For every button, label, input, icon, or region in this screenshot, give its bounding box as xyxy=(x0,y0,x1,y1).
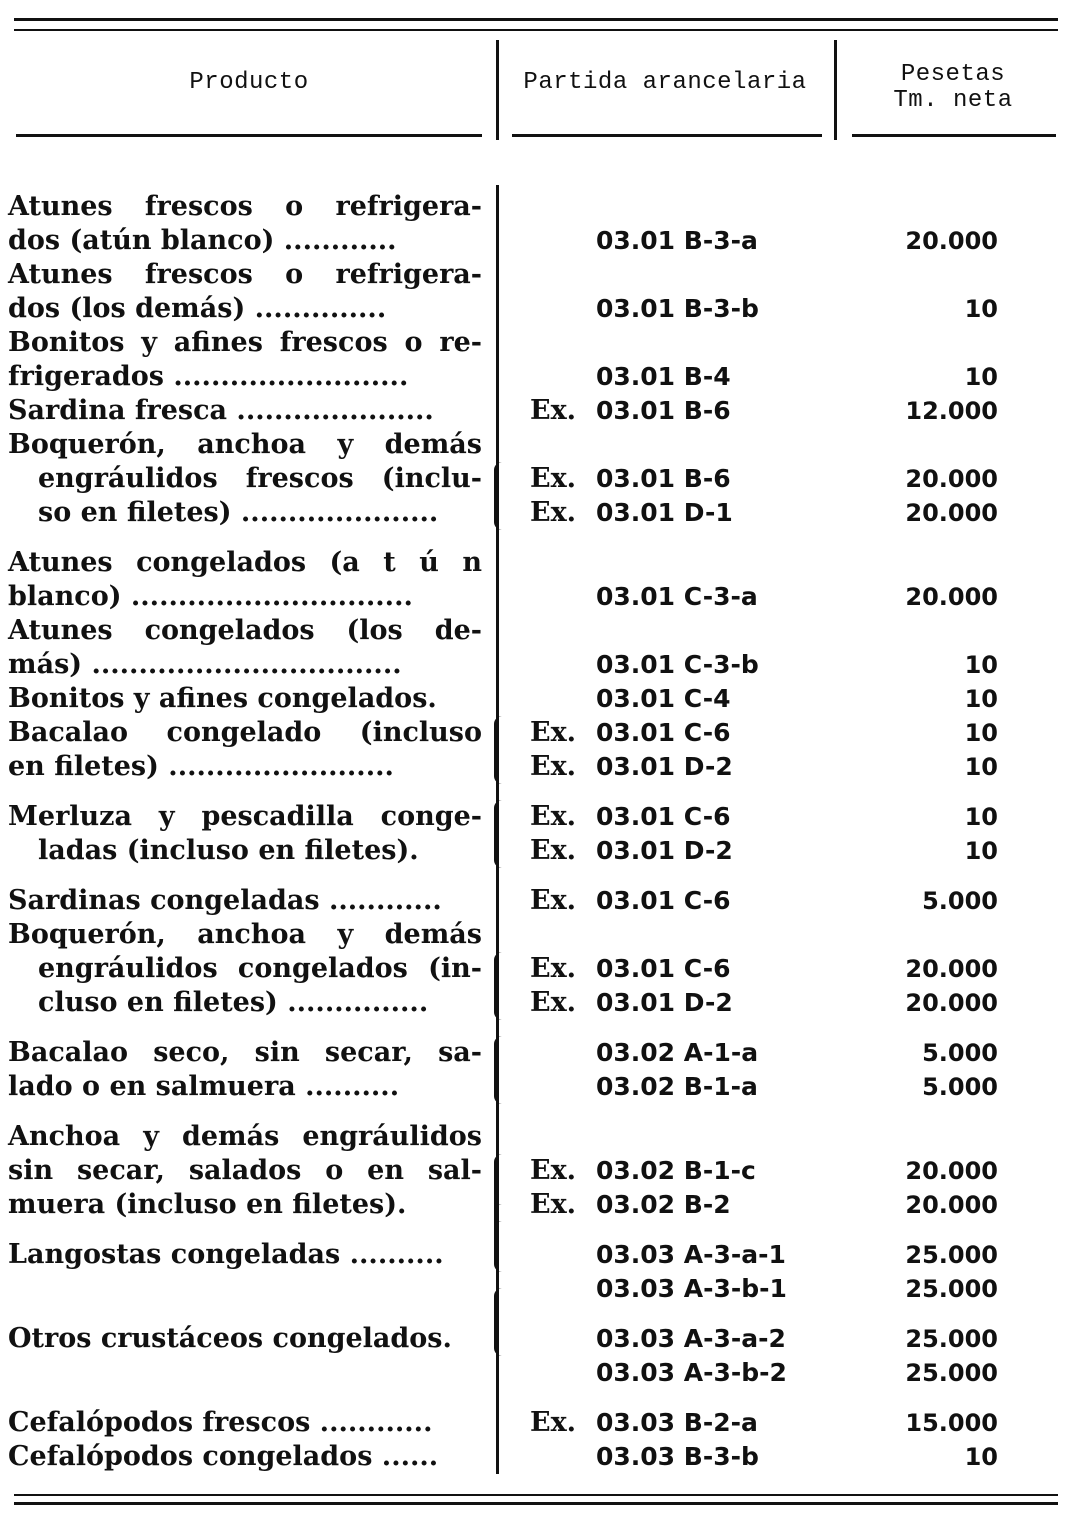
tariff-code: 03.03 A-3-b-1 xyxy=(596,1274,787,1303)
pesetas-value: 20.000 xyxy=(905,227,998,255)
header-underline-tariff xyxy=(512,134,822,137)
product-line: engráulidos congelados (in- xyxy=(38,953,482,984)
product-line: blanco) .............................. xyxy=(8,581,413,612)
product-line: Otros crustáceos congelados. xyxy=(8,1323,452,1354)
tariff-code: 03.03 A-3-b-2 xyxy=(596,1358,787,1387)
body-column-divider xyxy=(496,185,499,1474)
product-line: dos (los demás) .............. xyxy=(8,293,387,324)
tariff-code: 03.01 B-4 xyxy=(596,362,731,391)
product-line: engráulidos frescos (inclu- xyxy=(38,463,482,494)
header-underline-product xyxy=(16,134,482,137)
product-line: Merluza y pescadilla conge- xyxy=(8,801,482,832)
tariff-code: 03.03 A-3-a-2 xyxy=(596,1324,786,1353)
tariff-code: 03.01 C-6 xyxy=(596,954,731,983)
pesetas-value: 20.000 xyxy=(905,1191,998,1219)
product-line: Cefalópodos frescos ............ xyxy=(8,1407,433,1438)
pesetas-value: 10 xyxy=(964,1443,998,1471)
tariff-code: 03.01 B-3-a xyxy=(596,226,758,255)
product-line: cluso en filetes) ............... xyxy=(38,987,429,1018)
tariff-code: 03.01 D-1 xyxy=(596,498,733,527)
pesetas-value: 20.000 xyxy=(905,583,998,611)
ex-marker: Ex. xyxy=(530,953,577,984)
pesetas-value: 10 xyxy=(964,685,998,713)
tariff-code: 03.01 C-3-b xyxy=(596,650,759,679)
product-line: Bacalao seco, sin secar, sa- xyxy=(8,1037,482,1068)
tariff-code: 03.01 B-3-b xyxy=(596,294,759,323)
product-line: muera (incluso en filetes). xyxy=(8,1189,407,1220)
pesetas-value: 25.000 xyxy=(905,1359,998,1387)
pesetas-value: 5.000 xyxy=(922,887,998,915)
product-line: Atunes congelados (a t ú n xyxy=(8,547,482,578)
ex-marker: Ex. xyxy=(530,885,577,916)
top-rule-thin xyxy=(14,29,1058,31)
ex-marker: Ex. xyxy=(530,463,577,494)
tariff-code: 03.03 B-3-b xyxy=(596,1442,759,1471)
tariff-code: 03.01 B-6 xyxy=(596,396,731,425)
pesetas-value: 10 xyxy=(964,295,998,323)
pesetas-value: 10 xyxy=(964,651,998,679)
product-line: más) ................................. xyxy=(8,649,402,680)
pesetas-value: 12.000 xyxy=(905,397,998,425)
tariff-code: 03.01 C-6 xyxy=(596,886,731,915)
ex-marker: Ex. xyxy=(530,751,577,782)
product-line: frigerados ......................... xyxy=(8,361,409,392)
product-line: Bonitos y afines congelados. xyxy=(8,683,437,714)
tariff-code: 03.01 C-4 xyxy=(596,684,731,713)
pesetas-value: 20.000 xyxy=(905,465,998,493)
product-line: sin secar, salados o en sal- xyxy=(8,1155,482,1186)
ex-marker: Ex. xyxy=(530,1155,577,1186)
pesetas-value: 10 xyxy=(964,803,998,831)
header-product: Producto xyxy=(189,69,309,96)
ex-marker: Ex. xyxy=(530,1407,577,1438)
ex-marker: Ex. xyxy=(530,987,577,1018)
header-underline-pesetas xyxy=(852,134,1056,137)
pesetas-value: 10 xyxy=(964,363,998,391)
bottom-rule-thick xyxy=(14,1502,1058,1505)
product-line: Cefalópodos congelados ...... xyxy=(8,1441,439,1472)
tariff-code: 03.02 B-2 xyxy=(596,1190,731,1219)
product-line: Anchoa y demás engráulidos xyxy=(8,1121,482,1152)
ex-marker: Ex. xyxy=(530,835,577,866)
product-line: Langostas congeladas .......... xyxy=(8,1239,444,1270)
pesetas-value: 10 xyxy=(964,753,998,781)
pesetas-value: 20.000 xyxy=(905,955,998,983)
product-line: lado o en salmuera .......... xyxy=(8,1071,400,1102)
pesetas-value: 5.000 xyxy=(922,1039,998,1067)
tariff-code: 03.01 C-6 xyxy=(596,718,731,747)
tariff-code: 03.01 C-3-a xyxy=(596,582,758,611)
ex-marker: Ex. xyxy=(530,395,577,426)
header-pesetas-1: Pesetas xyxy=(900,61,1006,88)
tariff-code: 03.02 B-1-c xyxy=(596,1156,756,1185)
tariff-code: 03.01 B-6 xyxy=(596,464,731,493)
top-rule-thick xyxy=(14,18,1058,21)
pesetas-value: 5.000 xyxy=(922,1073,998,1101)
tariff-code: 03.03 B-2-a xyxy=(596,1408,758,1437)
product-line: Atunes frescos o refrigera- xyxy=(8,259,482,290)
pesetas-value: 15.000 xyxy=(905,1409,998,1437)
ex-marker: Ex. xyxy=(530,1189,577,1220)
pesetas-value: 10 xyxy=(964,837,998,865)
product-line: Boquerón, anchoa y demás xyxy=(8,429,482,460)
pesetas-value: 10 xyxy=(964,719,998,747)
product-line: Boquerón, anchoa y demás xyxy=(8,919,482,950)
product-line: Atunes frescos o refrigera- xyxy=(8,191,482,222)
product-line: so en filetes) ..................... xyxy=(38,497,439,528)
header-pesetas-2: Tm. neta xyxy=(893,87,1013,114)
tariff-code: 03.03 A-3-a-1 xyxy=(596,1240,786,1269)
product-line: Atunes congelados (los de- xyxy=(8,615,482,646)
product-line: Bacalao congelado (incluso xyxy=(8,717,482,748)
product-line: ladas (incluso en filetes). xyxy=(38,835,419,866)
ex-marker: Ex. xyxy=(530,801,577,832)
tariff-code: 03.01 D-2 xyxy=(596,988,733,1017)
product-line: Sardina fresca ..................... xyxy=(8,395,434,426)
pesetas-value: 25.000 xyxy=(905,1275,998,1303)
tariff-code: 03.02 B-1-a xyxy=(596,1072,758,1101)
column-divider-2 xyxy=(834,40,837,140)
pesetas-value: 20.000 xyxy=(905,499,998,527)
pesetas-value: 25.000 xyxy=(905,1325,998,1353)
column-divider-1 xyxy=(496,40,499,140)
product-line: dos (atún blanco) ............ xyxy=(8,225,397,256)
tariff-code: 03.02 A-1-a xyxy=(596,1038,759,1067)
tariff-code: 03.01 D-2 xyxy=(596,836,733,865)
tariff-code: 03.01 D-2 xyxy=(596,752,733,781)
product-line: Bonitos y afines frescos o re- xyxy=(8,327,482,358)
pesetas-value: 20.000 xyxy=(905,1157,998,1185)
header-tariff: Partida arancelaria xyxy=(523,69,807,96)
product-line: en filetes) ........................ xyxy=(8,751,394,782)
pesetas-value: 20.000 xyxy=(905,989,998,1017)
ex-marker: Ex. xyxy=(530,497,577,528)
pesetas-value: 25.000 xyxy=(905,1241,998,1269)
product-line: Sardinas congeladas ............ xyxy=(8,885,442,916)
bottom-rule-thin xyxy=(14,1494,1058,1496)
tariff-code: 03.01 C-6 xyxy=(596,802,731,831)
ex-marker: Ex. xyxy=(530,717,577,748)
